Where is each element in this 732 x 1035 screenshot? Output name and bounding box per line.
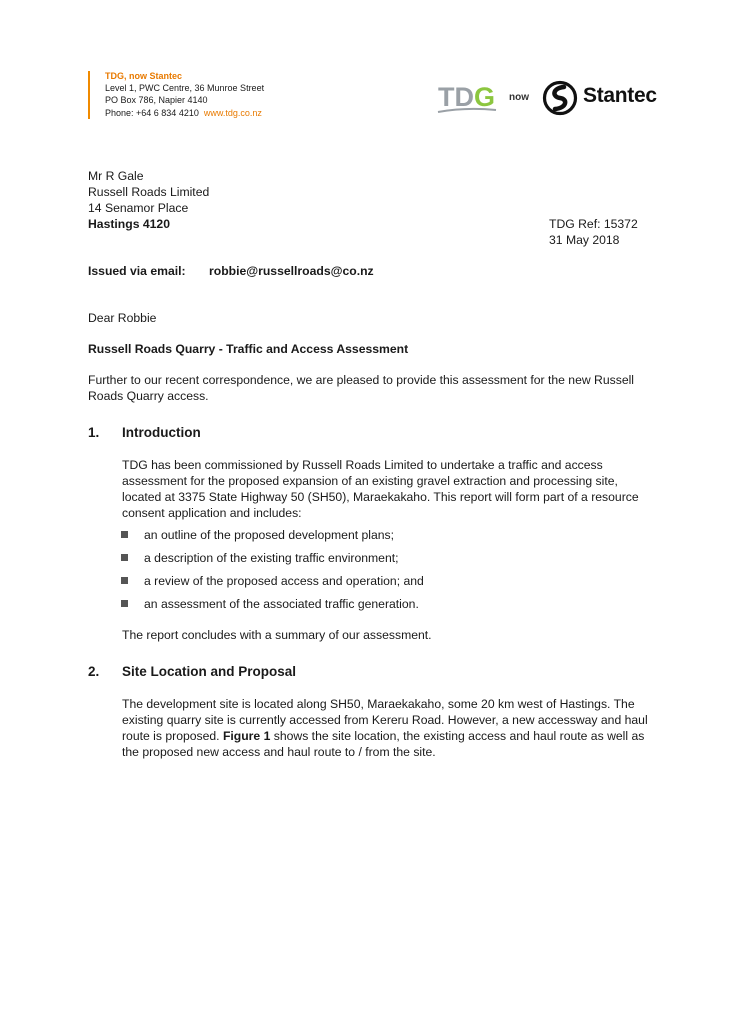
bullet-item [122, 527, 642, 543]
issued-via-label: Issued via email: [88, 264, 186, 278]
section-2-number: 2. [88, 664, 100, 679]
section-1-closing: The report concludes with a summary of our assessment. [122, 628, 432, 642]
bullet-square-icon [121, 531, 128, 538]
issued-email[interactable]: robbie@russellroads@co.nz [209, 264, 374, 278]
recipient-address [88, 168, 209, 232]
intro-paragraph: Further to our recent correspondence, we are pleased to provide this assessment for the new Russell Roads Quarry access. [88, 373, 635, 403]
bullet-item [122, 550, 642, 566]
bullet-text: an outline of the proposed development plans; [144, 528, 395, 542]
bullet-item [122, 596, 642, 612]
section-2-text-pre: The development site is located along SH50, Maraekakaho, some 20 km west of Hastings. The existing quarry site is currently accessed from Kereru Road. However, a new accessway and haul route is proposed. [122, 697, 648, 743]
section-1-number: 1. [88, 425, 100, 440]
tdg-reference: TDG Ref: 15372 [549, 217, 638, 231]
section-2-title: Site Location and Proposal [122, 664, 297, 679]
figure-1-reference: Figure 1 [222, 729, 271, 743]
letterhead-phone-line [105, 107, 264, 119]
tdg-logo-text [438, 82, 495, 112]
section-2-paragraph [122, 696, 652, 760]
tdg-logo-g: G [474, 82, 496, 112]
reference-block [549, 216, 638, 248]
letterhead-address-block [105, 70, 264, 119]
letter-date: 31 May 2018 [549, 233, 620, 247]
letter-subject: Russell Roads Quarry - Traffic and Access Assessment [88, 342, 409, 356]
bullet-square-icon [121, 577, 128, 584]
bullet-text: a description of the existing traffic environment; [144, 551, 399, 565]
bullet-item [122, 573, 642, 589]
recipient-street: 14 Senamor Place [88, 201, 189, 215]
salutation: Dear Robbie [88, 311, 157, 325]
tdg-logo [436, 80, 498, 116]
section-1-title: Introduction [122, 425, 201, 440]
letterhead-po-box: PO Box 786, Napier 4140 [105, 95, 208, 106]
bullet-text: an assessment of the associated traffic generation. [144, 597, 419, 611]
letterhead-company: TDG, now Stantec [105, 71, 183, 81]
stantec-logo-text: Stantec [583, 84, 657, 107]
tdg-logo-td: TD [438, 82, 474, 112]
section-2-text-post: shows the site location, the existing access and haul route as well as the proposed new access and haul route to / from the site. [122, 729, 645, 759]
bullet-square-icon [121, 554, 128, 561]
bullet-text: a review of the proposed access and operation; and [144, 574, 424, 588]
recipient-city: Hastings 4120 [88, 217, 170, 231]
bullet-square-icon [121, 600, 128, 607]
letterhead-address: Level 1, PWC Centre, 36 Munroe Street [105, 83, 265, 94]
letterhead-accent-bar [88, 71, 90, 119]
stantec-logo-icon [542, 80, 578, 116]
letterhead-website-link[interactable]: www.tdg.co.nz [203, 107, 262, 118]
logo-now-label: now [509, 92, 529, 103]
recipient-name: Mr R Gale [88, 169, 144, 183]
letterhead-phone: Phone: +64 6 834 4210 [105, 107, 199, 118]
section-1-paragraph: TDG has been commissioned by Russell Roads Limited to undertake a traffic and access assessment for the proposed expansion of an existing gravel extraction and processing site, located at 3375 State Highway 50 (SH50), Maraekakaho. This report will form part of a resource consent application and includes: [122, 458, 639, 520]
recipient-company: Russell Roads Limited [88, 185, 210, 199]
